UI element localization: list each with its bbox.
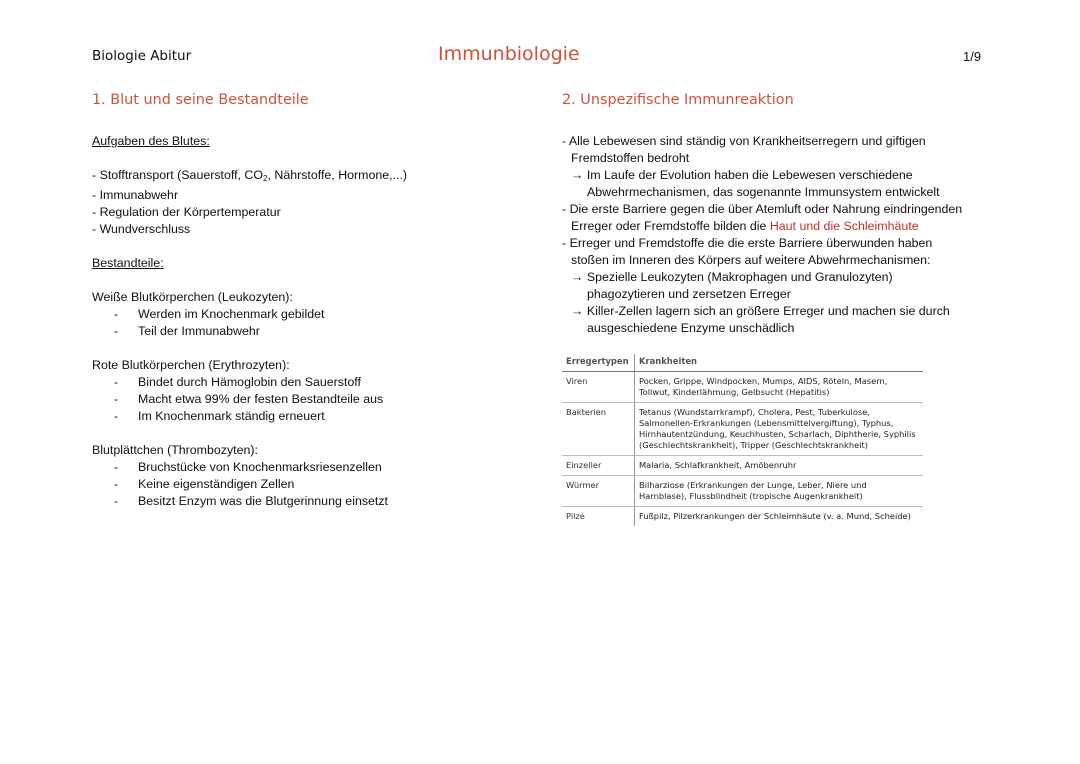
erreger-table xyxy=(562,354,923,526)
aufgabe-item: - Wundverschluss xyxy=(92,222,191,236)
table-cell-type: Pilze xyxy=(562,507,635,527)
section-heading-immunreaktion: 2. Unspezifische Immunreaktion xyxy=(562,92,794,108)
table-row xyxy=(562,507,923,527)
table-cell-diseases: Fußpilz, Pilzerkrankungen der Schleimhäute (v. a. Mund, Scheide) xyxy=(639,511,911,521)
list-item: - Bindet durch Hämoglobin den Sauerstoff xyxy=(114,375,361,389)
aufgaben-title: Aufgaben des Blutes: xyxy=(92,134,210,148)
page-title: Immunbiologie xyxy=(438,43,580,65)
text-line: Erreger oder Fremdstoffe bilden die Haut und die Schleimhäute xyxy=(571,219,919,233)
table-row xyxy=(562,476,923,507)
list-item: - Im Knochenmark ständig erneuert xyxy=(114,409,325,423)
right-column xyxy=(562,90,992,337)
table-cell-diseases: Pocken, Grippe, Windpocken, Mumps, AIDS, Röteln, Masern, Tollwut, Kinderlähmung, Gelbsucht (Hepatitis) xyxy=(635,372,924,403)
table-cell-diseases: Malaria, Schlafkrankheit, Amöbenruhr xyxy=(635,456,924,476)
table-header-krankheiten: Krankheiten xyxy=(635,354,924,372)
aufgabe-item: - Immunabwehr xyxy=(92,188,179,202)
list-item: - Keine eigenständigen Zellen xyxy=(114,477,295,491)
header-left: Biologie Abitur xyxy=(92,48,192,64)
table-cell-type: Würmer xyxy=(562,476,635,507)
table-cell-type: Viren xyxy=(562,372,635,403)
group-title-erythrozyten: Rote Blutkörperchen (Erythrozyten): xyxy=(92,358,290,372)
table-header-row xyxy=(562,354,923,372)
group-title-thrombozyten: Blutplättchen (Thrombozyten): xyxy=(92,443,258,457)
section-heading-blut: 1. Blut und seine Bestandteile xyxy=(92,92,309,108)
list-item: - Werden im Knochenmark gebildet xyxy=(114,307,325,321)
list-item: - Bruchstücke von Knochenmarksriesenzellen xyxy=(114,460,382,474)
list-item: - Macht etwa 99% der festen Bestandteile aus xyxy=(114,392,384,406)
list-item: - Teil der Immunabwehr xyxy=(114,324,260,338)
text-line: Fremdstoffen bedroht xyxy=(571,151,690,165)
aufgabe-item: - Regulation der Körpertemperatur xyxy=(92,205,281,219)
page-number: 1/9 xyxy=(963,49,982,64)
text-line: → Spezielle Leukozyten (Makrophagen und Granulozyten) xyxy=(571,270,893,284)
table-cell-type: Bakterien xyxy=(562,403,635,456)
left-column xyxy=(92,90,532,510)
text-line: - Alle Lebewesen sind ständig von Krankheitserregern und giftigen xyxy=(562,134,926,148)
text-line: → Im Laufe der Evolution haben die Lebewesen verschiedene xyxy=(571,168,913,182)
text-line: - Erreger und Fremdstoffe die die erste Barriere überwunden haben xyxy=(562,236,933,250)
table-cell-type: Einzeller xyxy=(562,456,635,476)
highlight-haut-schleimhaeute: Haut und die Schleimhäute xyxy=(769,219,919,233)
group-title-leukozyten: Weiße Blutkörperchen (Leukozyten): xyxy=(92,290,293,304)
bestandteile-title: Bestandteile: xyxy=(92,256,164,270)
table-cell-diseases: Bilharziose (Erkrankungen der Lunge, Leber, Niere und Harnblase), Flussblindheit (tropische Augenkrankheit) xyxy=(635,476,924,507)
list-item: - Besitzt Enzym was die Blutgerinnung einsetzt xyxy=(114,494,389,508)
text-line: stoßen im Inneren des Körpers auf weitere Abwehrmechanismen: xyxy=(571,253,931,267)
table-row xyxy=(562,456,923,476)
aufgabe-stofftransport: - Stofftransport (Sauerstoff, $CO_2$, Nährstoffe, Hormone,...) xyxy=(92,168,408,183)
text-line: ausgeschiedene Enzyme unschädlich xyxy=(587,321,795,335)
table-header-erregertypen: Erregertypen xyxy=(562,354,635,372)
table-row xyxy=(562,372,923,403)
text-line: phagozytieren und zersetzen Erreger xyxy=(587,287,791,301)
text-line: Abwehrmechanismen, das sogenannte Immunsystem entwickelt xyxy=(587,185,940,199)
text-line: → Killer-Zellen lagern sich an größere Erreger und machen sie durch xyxy=(571,304,950,318)
table-row xyxy=(562,403,923,456)
table-cell-diseases: Tetanus (Wundstarrkrampf), Cholera, Pest, Tuberkulose, Salmonellen-Erkrankungen (Lebensmittelvergiftung), Typhus, Hirnhautentzündung, Keuchhusten, Scharlach, Diphtherie, Syphilis (Geschlechtskrankheit), Tripper (Geschlechtskrankheit) xyxy=(635,403,924,456)
text-line: - Die erste Barriere gegen die über Atemluft oder Nahrung eindringenden xyxy=(562,202,963,216)
